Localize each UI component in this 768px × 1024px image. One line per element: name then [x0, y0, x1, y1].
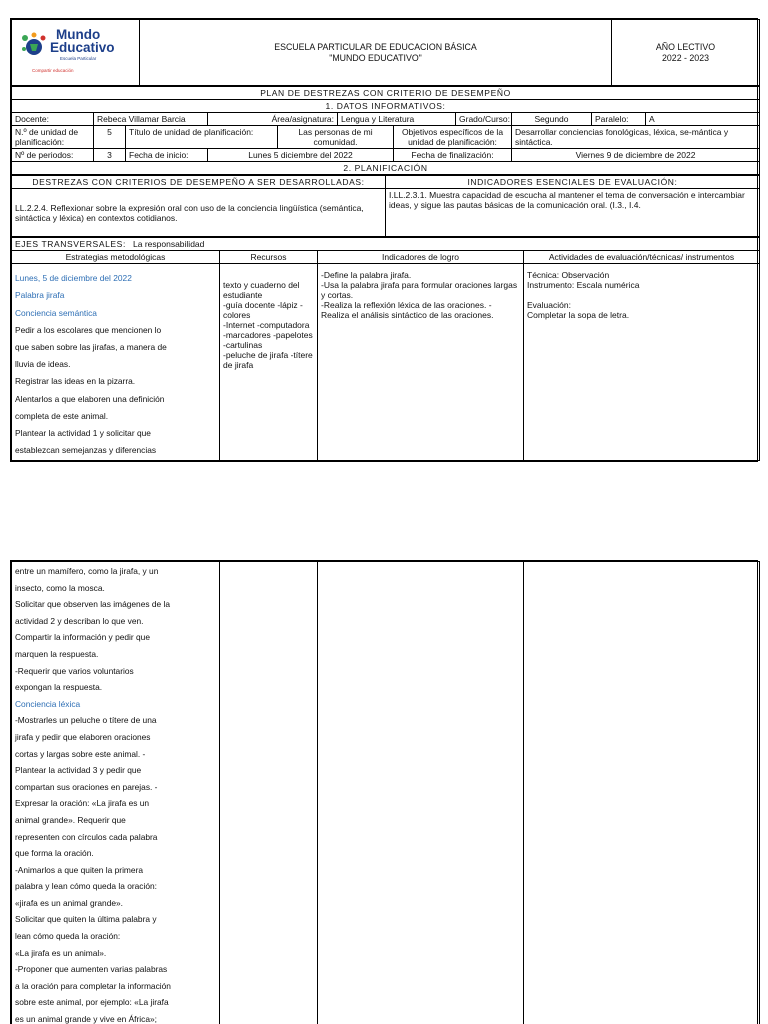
list-item: -cartulinas — [223, 340, 263, 351]
list-item: a la oración para completar la información — [15, 980, 171, 991]
document-page-2 — [10, 560, 758, 1024]
list-item: -Animarlos a que quiten la primera — [15, 864, 144, 875]
logo-cell — [12, 20, 140, 86]
list-item: Evaluación: — [527, 300, 571, 311]
planning-body-row-1 — [12, 264, 760, 461]
list-item: expongan la respuesta. — [15, 682, 103, 693]
objetivos-value: Desarrollar conciencias fonológicas, léxica, se-mántica y sintáctica. — [512, 126, 760, 149]
list-item: Expresar la oración: «La jirafa es un — [15, 798, 150, 809]
ejes-label: EJES TRANSVERSALES: — [15, 239, 126, 250]
paralelo-label: Paralelo: — [592, 113, 646, 126]
fin-label: Fecha de finalización: — [394, 149, 512, 162]
unidad-label: N.º de unidad de planificación: — [12, 126, 94, 149]
school-name: "MUNDO EDUCATIVO" — [329, 52, 422, 63]
list-item: Solicitar que quiten la última palabra y — [15, 914, 157, 925]
list-item: -Define la palabra jirafa. — [321, 270, 412, 281]
list-item: Plantear la actividad 1 y solicitar que — [15, 427, 151, 438]
actividades-cell-continued — [524, 562, 760, 1024]
logo-subtitle: Escuela Particular — [60, 56, 97, 61]
list-item: Registrar las ideas en la pizarra. — [15, 376, 136, 387]
list-item: es un animal grande y vive en África»; — [15, 1014, 157, 1024]
section-datos-informativos: 1. DATOS INFORMATIVOS: — [12, 100, 760, 113]
col-recursos: Recursos — [220, 251, 318, 264]
area-value: Lengua y Literatura — [338, 113, 456, 126]
list-item: Plantear la actividad 3 y pedir que — [15, 765, 142, 776]
estrategias-cell-page-2 — [12, 562, 220, 1024]
list-item: que saben sobre las jirafas, a manera de — [15, 341, 167, 352]
school-year-label: AÑO LECTIVO — [655, 41, 716, 52]
list-item: compartan sus oraciones en parejas. - — [15, 781, 158, 792]
paralelo-value: A — [646, 113, 760, 126]
destrezas-header: DESTREZAS CON CRITERIOS DE DESEMPEÑO A SER DESARROLLADAS: — [12, 176, 386, 189]
planning-table-continued — [11, 561, 760, 1024]
list-item: Solicitar que observen las imágenes de la — [15, 599, 171, 610]
list-item: Realiza el análisis sintáctico de las oraciones. — [321, 310, 494, 321]
list-item: marquen la respuesta. — [15, 648, 99, 659]
periodos-label: Nº de periodos: — [12, 149, 94, 162]
indicadores-cell-continued — [318, 562, 524, 1024]
school-title: ESCUELA PARTICULAR DE EDUCACION BÁSICA — [274, 41, 477, 52]
list-item: Conciencia léxica — [15, 698, 81, 709]
list-item: animal grande». Requerir que — [15, 814, 126, 825]
header-table — [11, 19, 760, 86]
list-item: completa de este animal. — [15, 410, 109, 421]
list-item: que forma la oración. — [15, 848, 94, 859]
list-item: «jirafa es un animal grande». — [15, 897, 124, 908]
list-item: Conciencia semántica — [15, 307, 97, 318]
logo-name — [50, 28, 115, 54]
docente-row — [12, 113, 760, 126]
objetivos-label: Objetivos específicos de la unidad de planificación: — [394, 126, 512, 149]
area-label: Área/asignatura: — [208, 113, 338, 126]
list-item: -Mostrarles un peluche o títere de una — [15, 715, 157, 726]
indicadores-cell — [318, 264, 524, 461]
ejes-value: La responsabilidad — [133, 239, 205, 250]
list-item: Instrumento: Escala numérica — [527, 280, 640, 291]
school-year-value: 2022 - 2023 — [662, 52, 709, 63]
list-item: Compartir la información y pedir que — [15, 632, 150, 643]
list-item: -Requerir que varios voluntarios — [15, 665, 134, 676]
indicadores-list — [321, 270, 520, 320]
periodos-value: 3 — [94, 149, 126, 162]
fin-value: Viernes 9 de diciembre de 2022 — [512, 149, 760, 162]
estrategias-cell-page-1 — [12, 264, 220, 461]
ejes-row — [12, 238, 760, 251]
informative-data-table — [11, 86, 760, 175]
unidad-value: 5 — [94, 126, 126, 149]
list-item: Lunes, 5 de diciembre del 2022 — [15, 273, 132, 284]
list-item: -Realiza la reflexión léxica de las oraciones. - — [321, 300, 492, 311]
col-indicadores: Indicadores de logro — [318, 251, 524, 264]
column-headers-row — [12, 251, 760, 264]
estrategias-list-continued — [15, 563, 216, 1024]
plan-title: PLAN DE DESTREZAS CON CRITERIO DE DESEMPEÑO — [12, 87, 760, 100]
recursos-cell-continued — [220, 562, 318, 1024]
planning-table — [11, 237, 760, 461]
logo-globe-icon — [20, 32, 48, 60]
list-item: -Proponer que aumenten varias palabras — [15, 964, 168, 975]
docente-label: Docente: — [12, 113, 94, 126]
list-item: palabra y lean cómo queda la oración: — [15, 881, 158, 892]
inicio-label: Fecha de inicio: — [126, 149, 208, 162]
school-logo — [20, 28, 140, 80]
planning-body-row-2 — [12, 562, 760, 1024]
list-item: «La jirafa es un animal». — [15, 947, 107, 958]
list-item: -peluche de jirafa -títere de jirafa — [223, 350, 313, 371]
destrezas-table — [11, 175, 760, 237]
list-item: -guía docente -lápiz -colores — [223, 300, 303, 321]
destreza-text: LL.2.2.4. Reflexionar sobre la expresión oral con uso de la conciencia lingüística (semántica, sintáctica y léxica) en contextos cotidianos. — [12, 189, 386, 237]
list-item: Palabra jirafa — [15, 290, 65, 301]
actividades-list — [527, 270, 756, 320]
grado-value: Segundo — [512, 113, 592, 126]
list-item: entre un mamífero, como la jirafa, y un — [15, 566, 159, 576]
estrategias-list — [15, 270, 216, 459]
logo-line-1: Mundo — [56, 27, 101, 42]
titulo-value: Las personas de mi comunidad. — [278, 126, 394, 149]
list-item: representen con círculos cada palabra — [15, 831, 158, 842]
list-item: Pedir a los escolares que mencionen lo — [15, 324, 162, 335]
inicio-value: Lunes 5 diciembre del 2022 — [208, 149, 394, 162]
list-item: texto y cuaderno del estudiante — [223, 280, 300, 301]
docente-value: Rebeca Villamar Barcia — [94, 113, 208, 126]
logo-line-2: Educativo — [50, 40, 115, 55]
list-item: lean cómo queda la oración: — [15, 931, 121, 942]
school-title-cell — [140, 20, 612, 86]
list-item: Completar la sopa de letra. — [527, 310, 630, 321]
list-item: establezcan semejanzas y diferencias — [15, 445, 157, 456]
actividades-cell — [524, 264, 760, 461]
list-item: jirafa y pedir que elaboren oraciones — [15, 731, 151, 742]
col-estrategias: Estrategias metodológicas — [12, 251, 220, 264]
titulo-label: Título de unidad de planificación: — [126, 126, 278, 149]
list-item: -Internet -computadora -marcadores -papelotes — [223, 320, 313, 341]
list-item: -Usa la palabra jirafa para formular oraciones largas y cortas. — [321, 280, 518, 301]
recursos-list — [223, 280, 314, 370]
list-item: lluvia de ideas. — [15, 359, 71, 370]
unidad-row — [12, 126, 760, 149]
list-item: Alentarlos a que elaboren una definición — [15, 393, 165, 404]
list-item — [527, 290, 756, 300]
logo-slogan: Compartir educación — [32, 68, 74, 73]
list-item: insecto, como la mosca. — [15, 582, 105, 593]
section-planificacion: 2. PLANIFICACIÓN — [12, 162, 760, 175]
indicadores-header: INDICADORES ESENCIALES DE EVALUACIÓN: — [386, 176, 760, 189]
ejes-cell — [12, 238, 760, 251]
periodos-row — [12, 149, 760, 162]
indicador-text: I.LL.2.3.1. Muestra capacidad de escucha al mantener el tema de conversación e intercambiar ideas, y sigue las pautas básicas de la comunicación oral. (I.3., I.4. — [386, 189, 760, 237]
list-item: Técnica: Observación — [527, 270, 610, 281]
col-actividades: Actividades de evaluación/técnicas/ instrumentos — [524, 251, 760, 264]
school-year-cell — [612, 20, 760, 86]
grado-label: Grado/Curso: — [456, 113, 512, 126]
list-item: actividad 2 y describan lo que ven. — [15, 615, 144, 626]
list-item: cortas y largas sobre este animal. - — [15, 748, 146, 759]
document-page-1 — [10, 18, 758, 462]
list-item: sobre este animal, por ejemplo: «La jirafa — [15, 997, 169, 1008]
recursos-cell — [220, 264, 318, 461]
